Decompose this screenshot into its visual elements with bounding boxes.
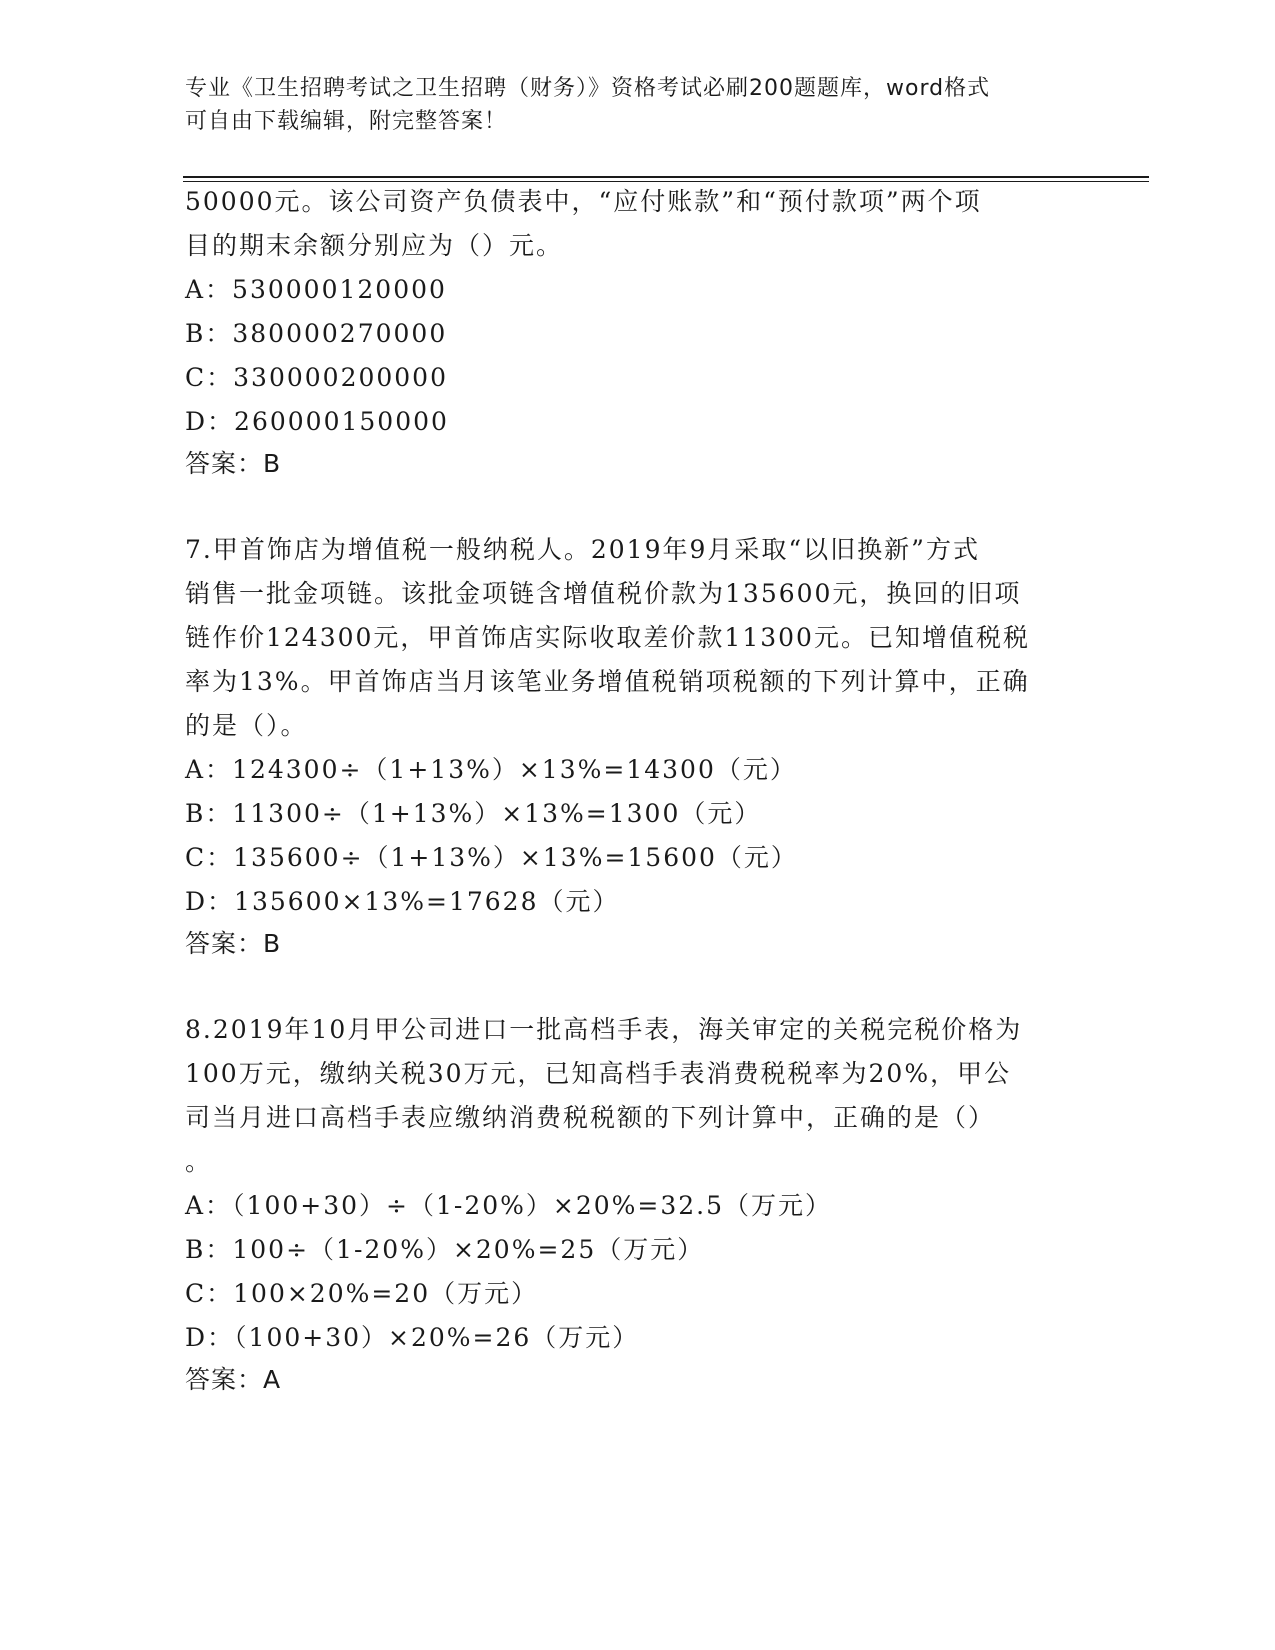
page-header xyxy=(185,72,1065,138)
q6-text-line-1: 50000元。该公司资产负债表中，“应付账款”和“预付款项”两个项 xyxy=(185,187,982,216)
q6-text-line-2: 目的期末余额分别应为（）元。 xyxy=(185,231,564,260)
q8-option-a: A：（100+30）÷（1-20%）×20%=32.5（万元） xyxy=(185,1191,833,1220)
q7-text-line-3: 链作价124300元，甲首饰店实际收取差价款11300元。已知增值税税 xyxy=(185,623,1030,652)
q8-answer: 答案：A xyxy=(185,1365,282,1394)
q7-option-a: A：124300÷（1+13%）×13%=14300（元） xyxy=(185,755,797,784)
q6-option-a: A：530000120000 xyxy=(185,275,447,304)
q7-option-d: D：135600×13%=17628（元） xyxy=(185,887,620,916)
q8-text-line-1: 8.2019年10月甲公司进口一批高档手表，海关审定的关税完税价格为 xyxy=(185,1015,1023,1044)
q8-option-c: C：100×20%=20（万元） xyxy=(185,1279,539,1308)
header-line-1: 专业《卫生招聘考试之卫生招聘（财务）》资格考试必刷200题题库，word格式 xyxy=(185,76,991,101)
header-divider-thick xyxy=(183,176,1149,178)
q8-option-d: D：（100+30）×20%=26（万元） xyxy=(185,1323,640,1352)
q7-text-line-2: 销售一批金项链。该批金项链含增值税价款为135600元，换回的旧项 xyxy=(185,579,1022,608)
q7-text-line-1: 7.甲首饰店为增值税一般纳税人。2019年9月采取“以旧换新”方式 xyxy=(185,535,980,564)
q8-text-line-3: 司当月进口高档手表应缴纳消费税税额的下列计算中，正确的是（） xyxy=(185,1103,996,1132)
q6-option-d: D：260000150000 xyxy=(185,407,449,436)
q7-option-c: C：135600÷（1+13%）×13%=15600（元） xyxy=(185,843,798,872)
q8-text-line-4: 。 xyxy=(185,1147,213,1176)
q6-answer: 答案：B xyxy=(185,449,282,478)
q6-option-b: B：380000270000 xyxy=(185,319,448,348)
q7-text-line-5: 的是（）。 xyxy=(185,711,308,740)
q7-answer: 答案：B xyxy=(185,929,282,958)
q7-option-b: B：11300÷（1+13%）×13%=1300（元） xyxy=(185,799,762,828)
q6-option-c: C：330000200000 xyxy=(185,363,448,392)
q8-text-line-2: 100万元，缴纳关税30万元，已知高档手表消费税税率为20%，甲公 xyxy=(185,1059,1012,1088)
q8-option-b: B：100÷（1-20%）×20%=25（万元） xyxy=(185,1235,705,1264)
q7-text-line-4: 率为13%。甲首饰店当月该笔业务增值税销项税额的下列计算中，正确 xyxy=(185,667,1030,696)
header-line-2: 可自由下载编辑，附完整答案！ xyxy=(185,109,508,134)
